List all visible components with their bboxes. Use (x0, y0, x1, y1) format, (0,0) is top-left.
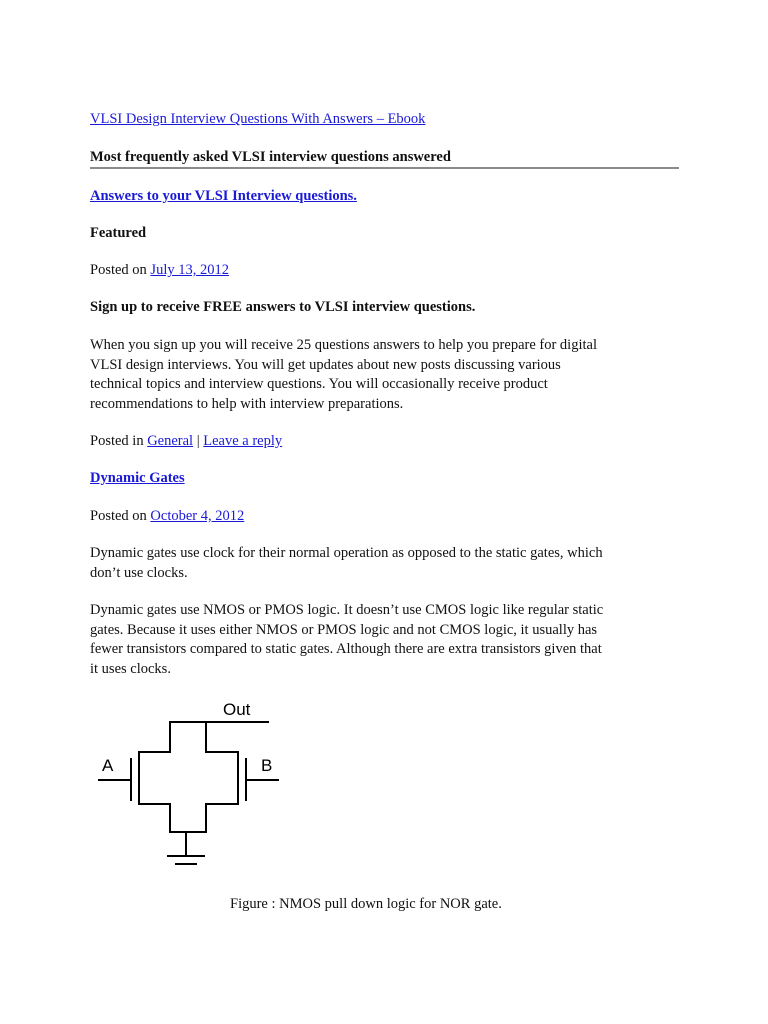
footer-separator: | (196, 433, 200, 449)
nmos-nor-figure (98, 696, 288, 876)
post1-body-line: VLSI design interviews. You will get updates about new posts discussing various (90, 356, 561, 373)
category-general-link[interactable]: General (147, 433, 194, 449)
post2-title-paragraph (90, 469, 185, 489)
post2-para1-line: don’t use clocks. (90, 564, 188, 581)
post1-date-link[interactable]: July 13, 2012 (150, 262, 229, 278)
post1-body-line: recommendations to help with interview preparations. (90, 395, 404, 412)
post1-body-line: technical topics and interview questions. You will occasionally receive product (90, 376, 548, 392)
site-subtitle: Most frequently asked VLSI interview questions answered (90, 149, 451, 165)
answers-link[interactable]: Answers to your VLSI Interview questions. (90, 188, 357, 204)
post1-meta (90, 261, 229, 281)
post2-date-link[interactable]: October 4, 2012 (150, 508, 245, 524)
figure-caption: Figure : NMOS pull down logic for NOR gate. (230, 896, 502, 912)
post2-paragraph-2 (90, 601, 603, 679)
leave-reply-link[interactable]: Leave a reply (203, 433, 283, 449)
post2-para2-line: fewer transistors compared to static gates. Although there are extra transistors given that (90, 641, 602, 657)
label-a: A (102, 756, 114, 775)
header-divider (90, 167, 679, 169)
post2-para1-line: Dynamic gates use clock for their normal operation as opposed to the static gates, which (90, 545, 603, 561)
post2-meta (90, 507, 244, 527)
answers-paragraph (90, 187, 357, 207)
post2-posted-prefix: Posted on (90, 508, 147, 524)
post1-body-line: When you sign up you will receive 25 questions answers to help you prepare for digital (90, 337, 597, 353)
post2-para2-line: Dynamic gates use NMOS or PMOS logic. It doesn’t use CMOS logic like regular static (90, 602, 604, 618)
post2-para2-line: gates. Because it uses either NMOS or PMOS logic and not CMOS logic, it usually has (90, 621, 598, 638)
ebook-title-link[interactable]: VLSI Design Interview Questions With Answers – Ebook (90, 111, 426, 127)
post1-posted-in-prefix: Posted in (90, 433, 144, 449)
label-out: Out (223, 700, 251, 719)
post1-heading: Sign up to receive FREE answers to VLSI interview questions. (90, 299, 476, 315)
post2-title-link[interactable]: Dynamic Gates (90, 470, 185, 486)
ebook-title-paragraph (90, 110, 425, 130)
post1-footer (90, 432, 282, 452)
post2-paragraph-1 (90, 544, 603, 583)
post1-posted-prefix: Posted on (90, 262, 147, 278)
label-b: B (261, 756, 273, 775)
post2-para2-line: it uses clocks. (90, 660, 171, 677)
post1-body (90, 336, 597, 414)
featured-label: Featured (90, 225, 147, 241)
